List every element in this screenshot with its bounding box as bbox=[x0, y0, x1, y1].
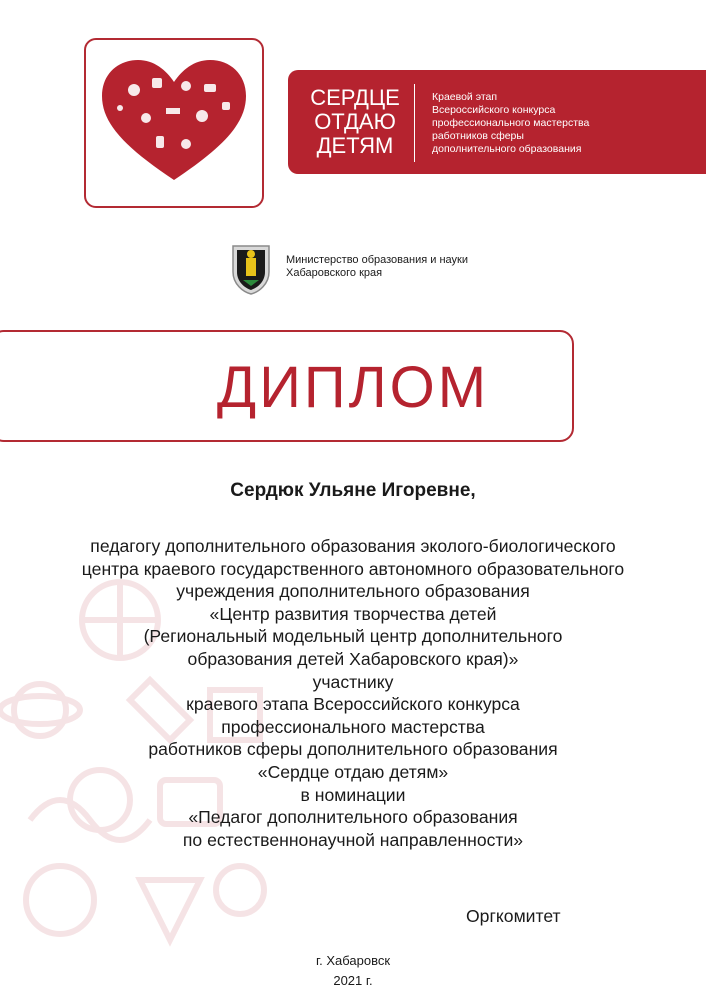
award-text-line: работников сферы дополнительного образования bbox=[148, 739, 558, 760]
award-text-line: «Центр развития творчества детей bbox=[209, 603, 497, 624]
banner-subtitle bbox=[432, 91, 692, 156]
banner-subtitle-line: дополнительного образования bbox=[432, 143, 582, 155]
award-text-line: профессионального мастерства bbox=[221, 716, 485, 737]
banner-title-line: ОТДАЮ bbox=[314, 109, 396, 134]
award-text-line: педагогу дополнительного образования эколого-биологического bbox=[90, 536, 616, 556]
banner-title bbox=[309, 86, 401, 158]
award-text-line: центра краевого государственного автономного образовательного bbox=[81, 558, 625, 579]
recipient-name: Сердюк Ульяне Игоревне, bbox=[230, 480, 476, 501]
award-text-line: в номинации bbox=[300, 784, 406, 805]
place-and-date bbox=[0, 951, 706, 991]
city-label: г. Хабаровск bbox=[315, 953, 391, 968]
ministry-name bbox=[286, 254, 468, 280]
year-label: 2021 г. bbox=[333, 973, 373, 988]
signature-label: Оргкомитет bbox=[466, 906, 561, 926]
banner-subtitle-line: работников сферы bbox=[432, 130, 524, 142]
award-text bbox=[0, 535, 706, 851]
document-title: ДИПЛОМ bbox=[216, 355, 490, 420]
heart-icon bbox=[86, 40, 262, 206]
banner-subtitle-line: Краевой этап bbox=[432, 91, 498, 103]
banner-title-line: ДЕТЯМ bbox=[316, 133, 394, 158]
award-text-line: участнику bbox=[312, 671, 394, 692]
contest-logo-box bbox=[84, 38, 264, 208]
award-text-line: краевого этапа Всероссийского конкурса bbox=[186, 694, 520, 715]
banner-subtitle-line: профессионального мастерства bbox=[432, 117, 590, 129]
banner-title-line: СЕРДЦЕ bbox=[310, 85, 400, 110]
banner-subtitle-line: Всероссийского конкурса bbox=[432, 104, 556, 116]
crest-icon bbox=[229, 240, 273, 296]
award-text-line: (Региональный модельный центр дополнительного bbox=[143, 626, 563, 647]
award-text-line: образования детей Хабаровского края)» bbox=[187, 648, 519, 669]
award-text-line: учреждения дополнительного образования bbox=[176, 581, 530, 602]
ministry-line: Хабаровского края bbox=[286, 267, 383, 279]
award-text-line: по естественнонаучной направленности» bbox=[182, 829, 524, 850]
ministry-line: Министерство образования и науки bbox=[286, 254, 468, 266]
award-text-line: «Педагог дополнительного образования bbox=[188, 807, 518, 828]
award-text-line: «Сердце отдаю детям» bbox=[257, 761, 449, 782]
banner-divider bbox=[414, 84, 415, 162]
